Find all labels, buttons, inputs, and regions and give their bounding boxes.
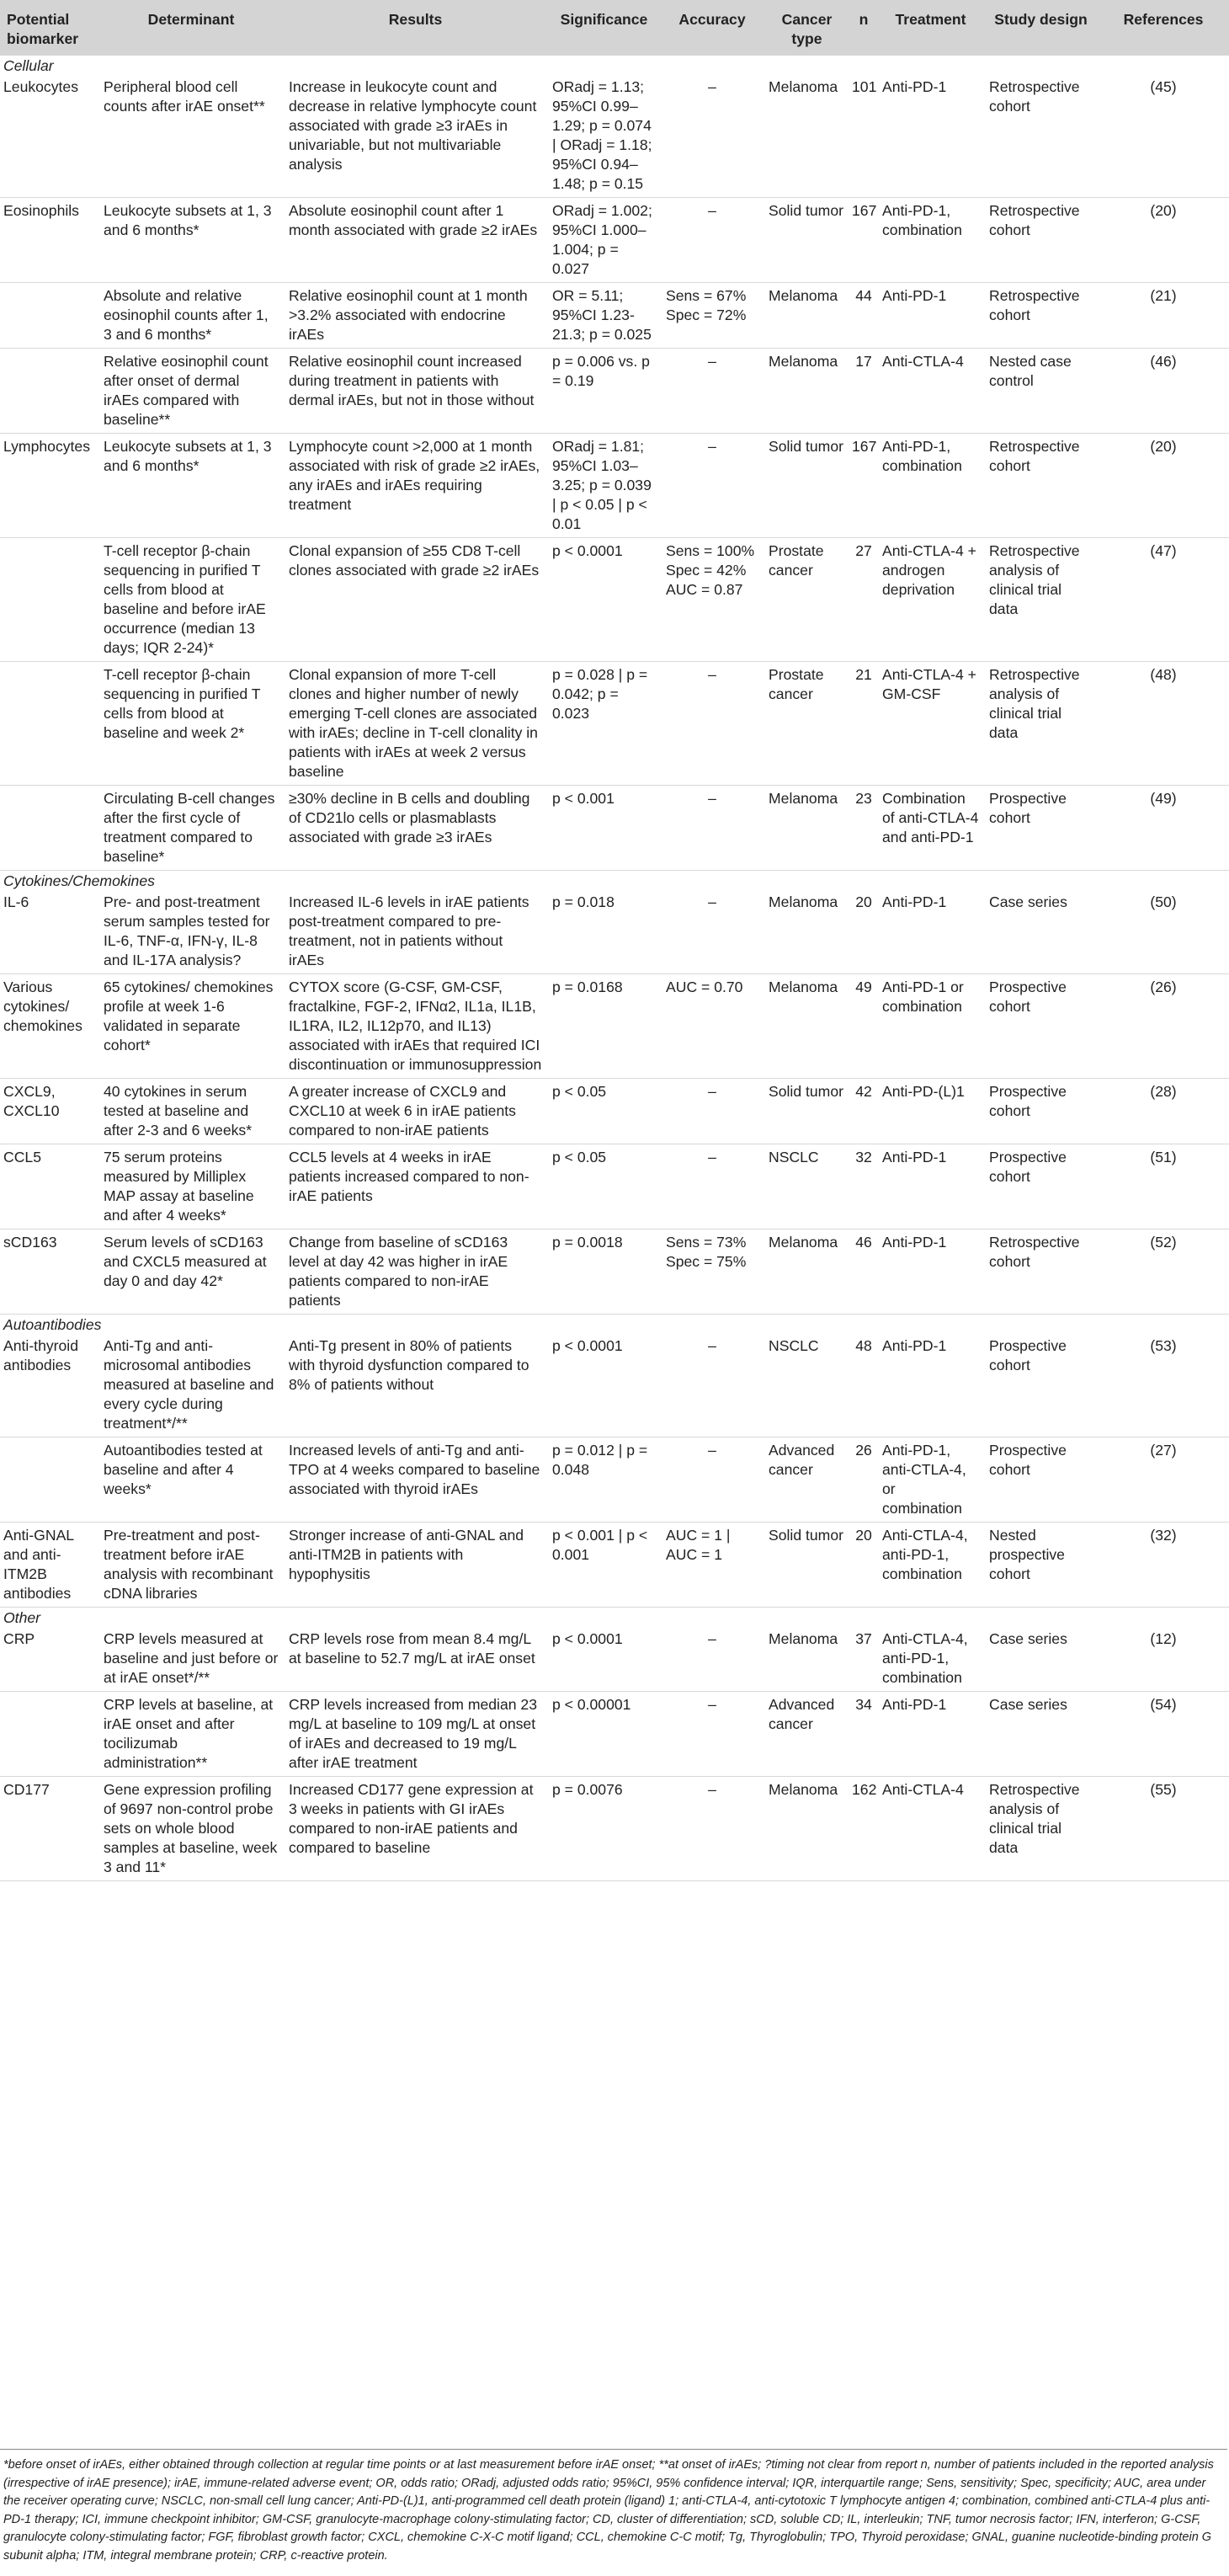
cell-cancer-type: Solid tumor	[763, 1079, 850, 1144]
cell-accuracy: AUC = 0.70	[661, 974, 763, 1079]
table-body	[0, 56, 1229, 1881]
cell-treatment: Anti-PD-1 or combination	[877, 974, 984, 1079]
cell-determinant: Relative eosinophil count after onset of dermal irAEs compared with baseline**	[98, 349, 284, 434]
cell-significance: p < 0.0001	[547, 538, 661, 662]
cell-treatment: Anti-PD-1	[877, 283, 984, 349]
cell-reference: (52)	[1098, 1229, 1229, 1315]
cell-biomarker: Various cytokines/ chemokines	[0, 974, 98, 1079]
cell-accuracy: –	[661, 1333, 763, 1437]
cell-treatment: Anti-CTLA-4 + GM-CSF	[877, 662, 984, 786]
cell-determinant: Autoantibodies tested at baseline and after 4 weeks*	[98, 1437, 284, 1523]
cell-biomarker	[0, 786, 98, 871]
cell-cancer-type: Prostate cancer	[763, 662, 850, 786]
cell-significance: p < 0.001	[547, 786, 661, 871]
table-row	[0, 538, 1229, 662]
cell-cancer-type: Melanoma	[763, 1229, 850, 1315]
cell-results: Stronger increase of anti-GNAL and anti-ITM2B in patients with hypophysitis	[284, 1523, 547, 1608]
cell-treatment: Anti-PD-1, anti-CTLA-4, or combination	[877, 1437, 984, 1523]
cell-results: CCL5 levels at 4 weeks in irAE patients increased compared to non-irAE patients	[284, 1144, 547, 1229]
cell-biomarker	[0, 1437, 98, 1523]
cell-n: 44	[850, 283, 877, 349]
cell-results: Increased CD177 gene expression at 3 weeks in patients with GI irAEs compared to non-irAE patients and compared to baseline	[284, 1777, 547, 1881]
table-row	[0, 1333, 1229, 1437]
cell-results: Relative eosinophil count increased during treatment in patients with dermal irAEs, but not in those without	[284, 349, 547, 434]
cell-significance: p < 0.05	[547, 1144, 661, 1229]
cell-cancer-type: Solid tumor	[763, 434, 850, 538]
cell-determinant: 65 cytokines/ chemokines profile at week 1-6 validated in separate cohort*	[98, 974, 284, 1079]
cell-study-design: Prospective cohort	[984, 1144, 1098, 1229]
cell-significance: p < 0.0001	[547, 1626, 661, 1692]
cell-reference: (45)	[1098, 74, 1229, 198]
cell-n: 34	[850, 1692, 877, 1777]
header-treatment: Treatment	[877, 0, 984, 56]
cell-biomarker: IL-6	[0, 889, 98, 974]
cell-reference: (55)	[1098, 1777, 1229, 1881]
cell-determinant: 75 serum proteins measured by Milliplex MAP assay at baseline and after 4 weeks*	[98, 1144, 284, 1229]
cell-treatment: Anti-PD-1	[877, 1229, 984, 1315]
cell-significance: OR = 5.11; 95%CI 1.23-21.3; p = 0.025	[547, 283, 661, 349]
cell-cancer-type: Melanoma	[763, 889, 850, 974]
cell-biomarker: Anti-thyroid antibodies	[0, 1333, 98, 1437]
header-accuracy: Accuracy	[661, 0, 763, 56]
cell-reference: (46)	[1098, 349, 1229, 434]
cell-accuracy: –	[661, 1777, 763, 1881]
cell-study-design: Case series	[984, 889, 1098, 974]
cell-reference: (21)	[1098, 283, 1229, 349]
cell-treatment: Anti-PD-(L)1	[877, 1079, 984, 1144]
cell-reference: (32)	[1098, 1523, 1229, 1608]
cell-study-design: Prospective cohort	[984, 1333, 1098, 1437]
cell-determinant: Serum levels of sCD163 and CXCL5 measured at day 0 and day 42*	[98, 1229, 284, 1315]
cell-treatment: Combination of anti-CTLA-4 and anti-PD-1	[877, 786, 984, 871]
cell-treatment: Anti-CTLA-4, anti-PD-1, combination	[877, 1523, 984, 1608]
cell-treatment: Anti-CTLA-4 + androgen deprivation	[877, 538, 984, 662]
cell-n: 23	[850, 786, 877, 871]
table-row	[0, 74, 1229, 198]
cell-n: 26	[850, 1437, 877, 1523]
header-results: Results	[284, 0, 547, 56]
cell-cancer-type: Solid tumor	[763, 198, 850, 283]
cell-results: Clonal expansion of more T-cell clones and higher number of newly emerging T-cell clones are associated with irAEs; decline in T-cell clonality in patients with irAEs at week 2 versus baseline	[284, 662, 547, 786]
cell-study-design: Retrospective cohort	[984, 283, 1098, 349]
cell-accuracy: –	[661, 1692, 763, 1777]
cell-significance: p = 0.006 vs. p = 0.19	[547, 349, 661, 434]
cell-n: 101	[850, 74, 877, 198]
cell-accuracy: –	[661, 1079, 763, 1144]
cell-reference: (49)	[1098, 786, 1229, 871]
cell-cancer-type: Melanoma	[763, 786, 850, 871]
cell-results: Increase in leukocyte count and decrease in relative lymphocyte count associated with grade ≥3 irAEs in univariable, but not multivariable analysis	[284, 74, 547, 198]
cell-accuracy: –	[661, 74, 763, 198]
cell-study-design: Prospective cohort	[984, 786, 1098, 871]
cell-results: Increased IL-6 levels in irAE patients post-treatment compared to pre-treatment, not in patients without irAEs	[284, 889, 547, 974]
cell-reference: (47)	[1098, 538, 1229, 662]
cell-cancer-type: Melanoma	[763, 1626, 850, 1692]
table-row	[0, 1079, 1229, 1144]
cell-study-design: Case series	[984, 1626, 1098, 1692]
cell-treatment: Anti-CTLA-4	[877, 349, 984, 434]
table-row	[0, 1144, 1229, 1229]
cell-biomarker	[0, 662, 98, 786]
cell-biomarker: Lymphocytes	[0, 434, 98, 538]
header-cancer-type: Cancer type	[763, 0, 850, 56]
cell-cancer-type: Melanoma	[763, 974, 850, 1079]
cell-biomarker: Anti-GNAL and anti-ITM2B antibodies	[0, 1523, 98, 1608]
cell-biomarker	[0, 1692, 98, 1777]
cell-reference: (27)	[1098, 1437, 1229, 1523]
table-row	[0, 434, 1229, 538]
cell-study-design: Retrospective analysis of clinical trial data	[984, 1777, 1098, 1881]
cell-reference: (50)	[1098, 889, 1229, 974]
cell-determinant: T-cell receptor β-chain sequencing in purified T cells from blood at baseline and before irAE occurrence (median 13 days; IQR 2-24)*	[98, 538, 284, 662]
cell-determinant: CRP levels at baseline, at irAE onset and after tocilizumab administration**	[98, 1692, 284, 1777]
cell-determinant: Leukocyte subsets at 1, 3 and 6 months*	[98, 434, 284, 538]
category-row	[0, 1315, 1229, 1334]
cell-results: Lymphocyte count >2,000 at 1 month associated with risk of grade ≥2 irAEs, any irAEs and irAEs requiring treatment	[284, 434, 547, 538]
cell-n: 20	[850, 1523, 877, 1608]
cell-reference: (48)	[1098, 662, 1229, 786]
cell-results: CRP levels rose from mean 8.4 mg/L at baseline to 52.7 mg/L at irAE onset	[284, 1626, 547, 1692]
table-row	[0, 786, 1229, 871]
cell-accuracy: –	[661, 349, 763, 434]
table-row	[0, 349, 1229, 434]
cell-biomarker	[0, 349, 98, 434]
cell-study-design: Retrospective cohort	[984, 74, 1098, 198]
cell-n: 48	[850, 1333, 877, 1437]
cell-reference: (20)	[1098, 198, 1229, 283]
category-row	[0, 871, 1229, 890]
cell-cancer-type: Solid tumor	[763, 1523, 850, 1608]
cell-determinant: Anti-Tg and anti-microsomal antibodies measured at baseline and every cycle during treatment*/**	[98, 1333, 284, 1437]
cell-study-design: Retrospective cohort	[984, 1229, 1098, 1315]
cell-n: 27	[850, 538, 877, 662]
cell-cancer-type: Prostate cancer	[763, 538, 850, 662]
cell-accuracy: –	[661, 786, 763, 871]
cell-treatment: Anti-PD-1, combination	[877, 434, 984, 538]
cell-study-design: Retrospective analysis of clinical trial data	[984, 538, 1098, 662]
cell-significance: ORadj = 1.13; 95%CI 0.99–1.29; p = 0.074 | ORadj = 1.18; 95%CI 0.94–1.48; p = 0.15	[547, 74, 661, 198]
cell-n: 37	[850, 1626, 877, 1692]
cell-results: ≥30% decline in B cells and doubling of CD21lo cells or plasmablasts associated with grade ≥3 irAEs	[284, 786, 547, 871]
header-determinant: Determinant	[98, 0, 284, 56]
cell-treatment: Anti-PD-1	[877, 1333, 984, 1437]
cell-accuracy: –	[661, 662, 763, 786]
header-study-design: Study design	[984, 0, 1098, 56]
table-row	[0, 889, 1229, 974]
cell-n: 162	[850, 1777, 877, 1881]
header-biomarker: Potential biomarker	[0, 0, 98, 56]
cell-significance: p = 0.012 | p = 0.048	[547, 1437, 661, 1523]
cell-significance: p = 0.0076	[547, 1777, 661, 1881]
table-footnote: *before onset of irAEs, either obtained through collection at regular time points or at last measurement before irAE onset; **at onset of irAEs; ?timing not clear from report n, number of patients included in the reported analysis (irrespective of irAE presence); irAE, immune-related adverse event; OR, odds ratio; ORadj, adjusted odds ratio; 95%CI, 95% confidence interval; IQR, interquartile range; Sens, sensitivity; Spec, specificity; AUC, area under the receiver operating curve; NSCLC, non-small cell lung cancer; Anti-PD-(L)1, anti-programmed cell death protein (ligand) 1; anti-CTLA-4, anti-cytotoxic T lymphocyte antigen 4; combination, combined anti-CTLA-4 plus anti-PD-1 therapy; ICI, immune checkpoint inhibitor; GM-CSF, granulocyte-macrophage colony-stimulating factor; CD, cluster of differentiation; sCD, soluble CD; IL, interleukin; TNF, tumor necrosis factor; IFN, interferon; G-CSF, granulocyte colony-stimulating factor; FGF, fibroblast growth factor; CXCL, chemokine C-X-C motif ligand; CCL, chemokine C-C motif; Tg, Thyroglobulin; TPO, Thyroid peroxidase; GNAL, guanine nucleotide-binding protein G subunit alpha; ITM, integral membrane protein; CRP, c-reactive protein.	[0, 2449, 1227, 2565]
cell-accuracy: Sens = 67% Spec = 72%	[661, 283, 763, 349]
cell-results: A greater increase of CXCL9 and CXCL10 at week 6 in irAE patients compared to non-irAE patients	[284, 1079, 547, 1144]
cell-n: 167	[850, 434, 877, 538]
cell-determinant: Leukocyte subsets at 1, 3 and 6 months*	[98, 198, 284, 283]
cell-significance: p = 0.0168	[547, 974, 661, 1079]
cell-cancer-type: NSCLC	[763, 1144, 850, 1229]
table-row	[0, 1523, 1229, 1608]
cell-treatment: Anti-PD-1	[877, 1144, 984, 1229]
cell-n: 42	[850, 1079, 877, 1144]
table-row	[0, 198, 1229, 283]
cell-n: 32	[850, 1144, 877, 1229]
cell-accuracy: –	[661, 198, 763, 283]
cell-n: 21	[850, 662, 877, 786]
cell-treatment: Anti-PD-1, combination	[877, 198, 984, 283]
cell-biomarker: CCL5	[0, 1144, 98, 1229]
cell-significance: p = 0.018	[547, 889, 661, 974]
cell-biomarker: Eosinophils	[0, 198, 98, 283]
cell-determinant: Peripheral blood cell counts after irAE onset**	[98, 74, 284, 198]
cell-significance: p < 0.00001	[547, 1692, 661, 1777]
cell-results: Anti-Tg present in 80% of patients with thyroid dysfunction compared to 8% of patients without	[284, 1333, 547, 1437]
cell-study-design: Nested case control	[984, 349, 1098, 434]
cell-study-design: Prospective cohort	[984, 1079, 1098, 1144]
cell-determinant: Circulating B-cell changes after the first cycle of treatment compared to baseline*	[98, 786, 284, 871]
cell-biomarker: CRP	[0, 1626, 98, 1692]
cell-significance: ORadj = 1.002; 95%CI 1.000–1.004; p = 0.027	[547, 198, 661, 283]
cell-results: CYTOX score (G-CSF, GM-CSF, fractalkine, FGF-2, IFNα2, IL1a, IL1B, IL1RA, IL2, IL12p70, and IL13) associated with irAEs that required ICI discontinuation or immunosuppression	[284, 974, 547, 1079]
cell-biomarker	[0, 283, 98, 349]
cell-results: Clonal expansion of ≥55 CD8 T-cell clones associated with grade ≥2 irAEs	[284, 538, 547, 662]
table-row	[0, 1437, 1229, 1523]
cell-significance: ORadj = 1.81; 95%CI 1.03–3.25; p = 0.039 | p < 0.05 | p < 0.01	[547, 434, 661, 538]
cell-n: 20	[850, 889, 877, 974]
cell-determinant: 40 cytokines in serum tested at baseline and after 2-3 and 6 weeks*	[98, 1079, 284, 1144]
cell-accuracy: –	[661, 1437, 763, 1523]
table-row	[0, 1626, 1229, 1692]
cell-biomarker: sCD163	[0, 1229, 98, 1315]
table-row	[0, 283, 1229, 349]
cell-treatment: Anti-CTLA-4, anti-PD-1, combination	[877, 1626, 984, 1692]
cell-results: CRP levels increased from median 23 mg/L at baseline to 109 mg/L at onset of irAEs and decreased to 19 mg/L after irAE treatment	[284, 1692, 547, 1777]
cell-treatment: Anti-PD-1	[877, 1692, 984, 1777]
cell-accuracy: Sens = 100% Spec = 42% AUC = 0.87	[661, 538, 763, 662]
cell-determinant: Gene expression profiling of 9697 non-control probe sets on whole blood samples at baseline, week 3 and 11*	[98, 1777, 284, 1881]
category-label: Autoantibodies	[3, 1316, 102, 1333]
cell-accuracy: –	[661, 889, 763, 974]
cell-study-design: Prospective cohort	[984, 1437, 1098, 1523]
cell-reference: (54)	[1098, 1692, 1229, 1777]
cell-significance: p < 0.001 | p < 0.001	[547, 1523, 661, 1608]
cell-significance: p = 0.028 | p = 0.042; p = 0.023	[547, 662, 661, 786]
header-n: n	[850, 0, 877, 56]
cell-n: 167	[850, 198, 877, 283]
cell-cancer-type: Melanoma	[763, 1777, 850, 1881]
cell-determinant: Absolute and relative eosinophil counts after 1, 3 and 6 months*	[98, 283, 284, 349]
table-row	[0, 1229, 1229, 1315]
header-row	[0, 0, 1229, 56]
cell-reference: (53)	[1098, 1333, 1229, 1437]
cell-reference: (20)	[1098, 434, 1229, 538]
cell-cancer-type: Advanced cancer	[763, 1692, 850, 1777]
table-row	[0, 662, 1229, 786]
table-row	[0, 1692, 1229, 1777]
cell-determinant: CRP levels measured at baseline and just before or at irAE onset*/**	[98, 1626, 284, 1692]
cell-study-design: Case series	[984, 1692, 1098, 1777]
cell-n: 46	[850, 1229, 877, 1315]
category-label: Other	[3, 1609, 41, 1626]
cell-determinant: Pre-treatment and post-treatment before irAE analysis with recombinant cDNA libraries	[98, 1523, 284, 1608]
category-row	[0, 1608, 1229, 1627]
cell-cancer-type: Advanced cancer	[763, 1437, 850, 1523]
cell-reference: (51)	[1098, 1144, 1229, 1229]
cell-reference: (26)	[1098, 974, 1229, 1079]
cell-biomarker: CD177	[0, 1777, 98, 1881]
cell-results: Relative eosinophil count at 1 month >3.2% associated with endocrine irAEs	[284, 283, 547, 349]
cell-study-design: Nested prospective cohort	[984, 1523, 1098, 1608]
cell-reference: (12)	[1098, 1626, 1229, 1692]
cell-cancer-type: NSCLC	[763, 1333, 850, 1437]
cell-n: 49	[850, 974, 877, 1079]
table-row	[0, 974, 1229, 1079]
table-row	[0, 1777, 1229, 1881]
cell-treatment: Anti-PD-1	[877, 889, 984, 974]
cell-accuracy: Sens = 73% Spec = 75%	[661, 1229, 763, 1315]
cell-study-design: Prospective cohort	[984, 974, 1098, 1079]
cell-significance: p < 0.0001	[547, 1333, 661, 1437]
cell-accuracy: AUC = 1 | AUC = 1	[661, 1523, 763, 1608]
cell-accuracy: –	[661, 434, 763, 538]
cell-accuracy: –	[661, 1144, 763, 1229]
category-row	[0, 56, 1229, 74]
category-label: Cellular	[3, 57, 54, 74]
cell-treatment: Anti-PD-1	[877, 74, 984, 198]
cell-reference: (28)	[1098, 1079, 1229, 1144]
cell-study-design: Retrospective analysis of clinical trial data	[984, 662, 1098, 786]
cell-biomarker: Leukocytes	[0, 74, 98, 198]
cell-results: Change from baseline of sCD163 level at day 42 was higher in irAE patients compared to non-irAE patients	[284, 1229, 547, 1315]
cell-treatment: Anti-CTLA-4	[877, 1777, 984, 1881]
cell-study-design: Retrospective cohort	[984, 198, 1098, 283]
cell-accuracy: –	[661, 1626, 763, 1692]
cell-determinant: T-cell receptor β-chain sequencing in purified T cells from blood at baseline and week 2*	[98, 662, 284, 786]
category-label: Cytokines/Chemokines	[3, 872, 155, 889]
cell-determinant: Pre- and post-treatment serum samples tested for IL-6, TNF-α, IFN-γ, IL-8 and IL-17A analysis?	[98, 889, 284, 974]
cell-biomarker	[0, 538, 98, 662]
header-references: References	[1098, 0, 1229, 56]
cell-cancer-type: Melanoma	[763, 283, 850, 349]
cell-n: 17	[850, 349, 877, 434]
cell-study-design: Retrospective cohort	[984, 434, 1098, 538]
cell-biomarker: CXCL9, CXCL10	[0, 1079, 98, 1144]
cell-cancer-type: Melanoma	[763, 74, 850, 198]
cell-cancer-type: Melanoma	[763, 349, 850, 434]
header-significance: Significance	[547, 0, 661, 56]
cell-significance: p < 0.05	[547, 1079, 661, 1144]
cell-results: Increased levels of anti-Tg and anti-TPO at 4 weeks compared to baseline associated with thyroid irAEs	[284, 1437, 547, 1523]
cell-results: Absolute eosinophil count after 1 month associated with grade ≥2 irAEs	[284, 198, 547, 283]
cell-significance: p = 0.0018	[547, 1229, 661, 1315]
